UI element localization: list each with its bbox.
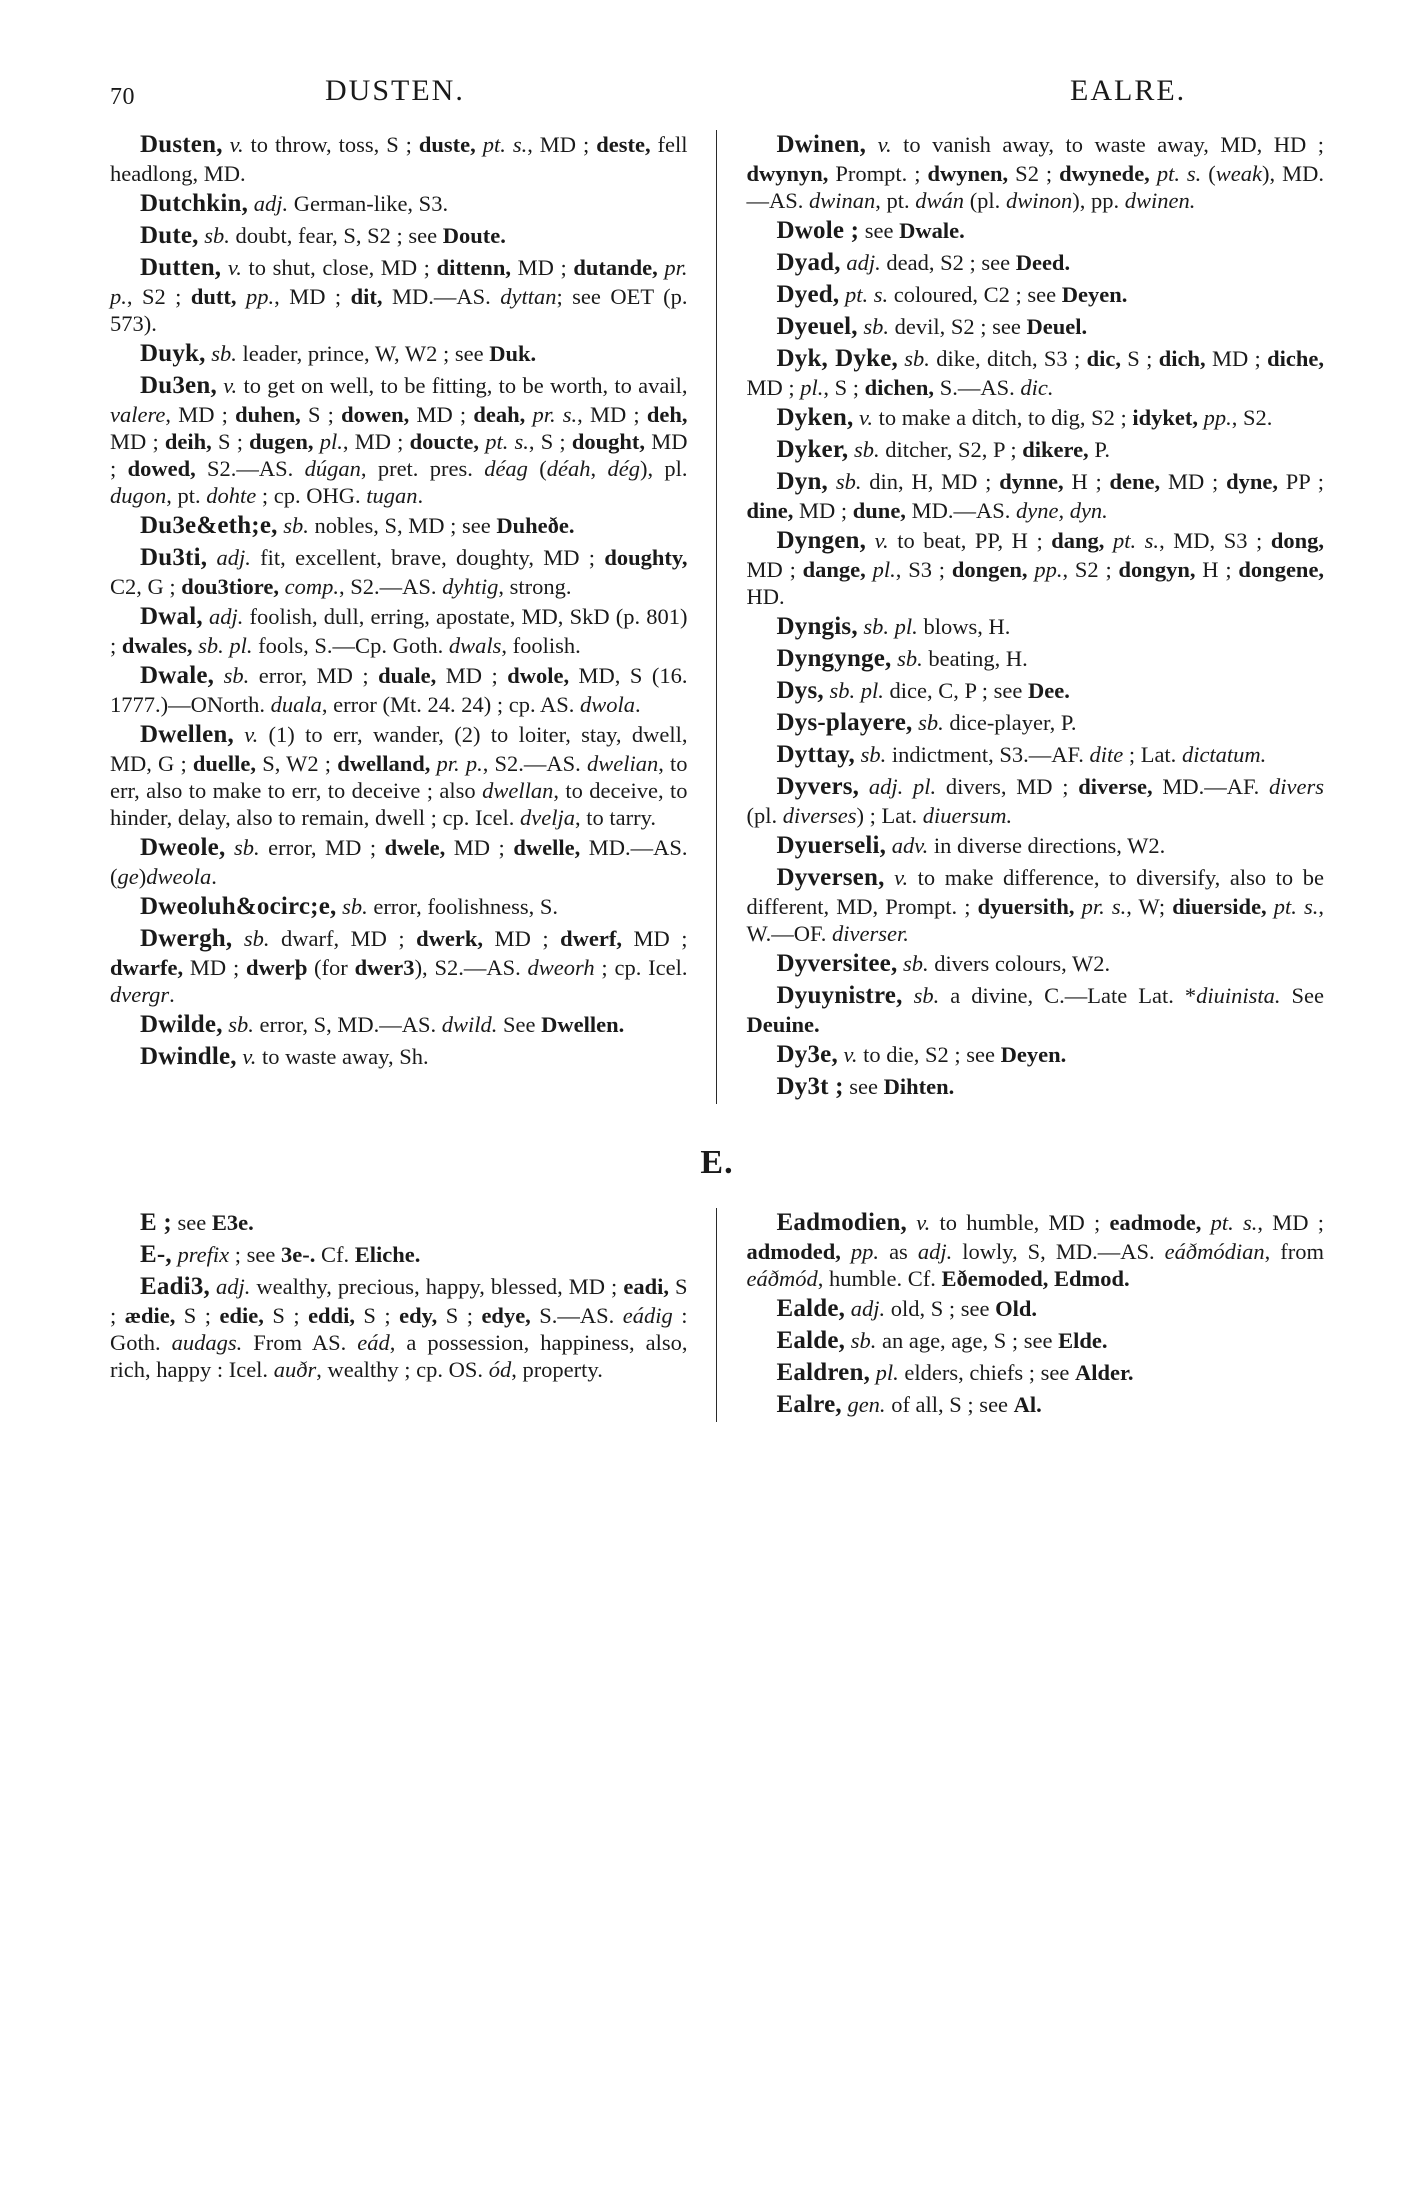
entry-headword: Dyk, Dyke, xyxy=(776,345,898,372)
entry-headword: Dweoluh&ocirc;e, xyxy=(140,893,337,920)
dictionary-entry xyxy=(747,1390,1325,1420)
entry-headword: Dyuynistre, xyxy=(776,982,903,1009)
entry-definition: sb. devil, S2 ; see Deuel. xyxy=(863,314,1088,339)
dictionary-entry xyxy=(747,981,1325,1038)
dictionary-entry xyxy=(110,339,688,369)
dictionary-entry xyxy=(110,189,688,219)
entry-headword: Dyngis, xyxy=(776,613,858,640)
entry-definition: sb. beating, H. xyxy=(897,646,1028,671)
entry-definition: v. to get on well, to be fitting, to be worth, to avail, valere, MD ; duhen, S ; dowen, MD ; deah, pr. s., MD ; deh, MD ; deih, S ; dugen, pl., MD ; doucte, pt. s., S ; dought, MD ; dowed, S2.—AS. dúgan, pret. pres. déag (déah, dég), pl. dugon, pt. dohte ; cp. OHG. tugan. xyxy=(110,373,688,508)
entry-definition: see Dihten. xyxy=(843,1074,955,1099)
entry-definition: sb. leader, prince, W, W2 ; see Duk. xyxy=(211,341,537,366)
entry-headword: Dwilde, xyxy=(140,1011,223,1038)
dictionary-entry xyxy=(747,644,1325,674)
entry-definition: adj. wealthy, precious, happy, blessed, MD ; eadi, S ; ædie, S ; edie, S ; eddi, S ; edy, S ; edye, S.—AS. eádig : Goth. audags. From AS. eád, a possession, happiness, also, rich, happy : Icel. auðr, wealthy ; cp. OS. ód, property. xyxy=(110,1274,688,1382)
dictionary-entry xyxy=(747,772,1325,829)
dictionary-entry xyxy=(747,216,1325,246)
dictionary-entry xyxy=(110,371,688,509)
entry-definition: pl. elders, chiefs ; see Alder. xyxy=(875,1360,1134,1385)
entry-definition: sb. nobles, S, MD ; see Duheðe. xyxy=(283,513,575,538)
entry-definition: v. to waste away, Sh. xyxy=(242,1044,429,1069)
column-right xyxy=(717,130,1325,1104)
dictionary-entry xyxy=(747,1358,1325,1388)
entry-headword: Dwal, xyxy=(140,603,203,630)
entry-definition: v. to throw, toss, S ; duste, pt. s., MD ; deste, fell headlong, MD. xyxy=(110,132,688,186)
running-head xyxy=(110,70,1324,120)
entry-definition: sb. error, foolishness, S. xyxy=(342,894,559,919)
entry-definition: adv. in diverse directions, W2. xyxy=(891,833,1166,858)
dictionary-entry xyxy=(110,661,688,718)
entry-definition: sb. doubt, fear, S, S2 ; see Doute. xyxy=(204,223,506,248)
dictionary-entry xyxy=(747,403,1325,433)
entry-definition: adj. old, S ; see Old. xyxy=(850,1296,1037,1321)
entry-definition: v. to make a ditch, to dig, S2 ; idyket, pp., S2. xyxy=(859,405,1273,430)
folio-number: 70 xyxy=(110,84,135,110)
entry-definition: sb. pl. dice, C, P ; see Dee. xyxy=(829,678,1070,703)
entry-headword: Dyeuel, xyxy=(776,313,858,340)
entry-headword: Du3ti, xyxy=(140,544,208,571)
entry-definition: sb. indictment, S3.—AF. dite ; Lat. dictatum. xyxy=(860,742,1267,767)
entry-headword: Dyversitee, xyxy=(776,950,898,977)
entry-headword: Dy3t ; xyxy=(776,1073,844,1100)
entry-definition: v. to vanish away, to waste away, MD, HD ; dwynyn, Prompt. ; dwynen, S2 ; dwynede, pt. s. (weak), MD.—AS. dwinan, pt. dwán (pl. dwinon), pp. dwinen. xyxy=(746,132,1325,213)
entry-definition: see E3e. xyxy=(171,1210,254,1235)
dictionary-entry xyxy=(747,1294,1325,1324)
dictionary-entry xyxy=(747,676,1325,706)
entry-headword: Eadi3, xyxy=(140,1273,210,1300)
entry-headword: Dyuerseli, xyxy=(776,832,887,859)
entry-definition: sb. a divine, C.—Late Lat. *diuinista. See Deuine. xyxy=(746,983,1324,1037)
dictionary-entry xyxy=(110,1042,688,1072)
entry-definition: adj. pl. divers, MD ; diverse, MD.—AF. divers (pl. diverses) ; Lat. diuersum. xyxy=(746,774,1325,828)
entry-headword: Dyversen, xyxy=(776,864,885,891)
entry-headword: Dys-playere, xyxy=(776,709,913,736)
dictionary-entry xyxy=(747,344,1325,401)
entry-headword: Du3en, xyxy=(140,372,217,399)
dictionary-entry xyxy=(110,221,688,251)
running-head-left: DUSTEN. xyxy=(325,74,465,107)
dictionary-entry xyxy=(747,248,1325,278)
entry-definition: v. to shut, close, MD ; dittenn, MD ; dutande, pr. p., S2 ; dutt, pp., MD ; dit, MD.—AS. dyttan; see OET (p. 573). xyxy=(110,255,688,336)
dictionary-entry xyxy=(747,1040,1325,1070)
entry-headword: Dyttay, xyxy=(776,741,855,768)
dictionary-entry xyxy=(110,924,688,1008)
entry-definition: sb. ditcher, S2, P ; dikere, P. xyxy=(853,437,1110,462)
entry-definition: pt. s. coloured, C2 ; see Deyen. xyxy=(844,282,1128,307)
dictionary-entry xyxy=(110,511,688,541)
entry-definition: v. to make difference, to diversify, also to be different, MD, Prompt. ; dyuersith, pr. s., W; diuerside, pt. s., W.—OF. diverser. xyxy=(746,865,1325,946)
entry-definition: v. to beat, PP, H ; dang, pt. s., MD, S3 ; dong, MD ; dange, pl., S3 ; dongen, pp., S2 ; dongyn, H ; dongene, HD. xyxy=(746,528,1325,609)
dictionary-entry xyxy=(747,1072,1325,1102)
dictionary-entry xyxy=(110,1240,688,1270)
entry-definition: see Dwale. xyxy=(859,218,965,243)
dictionary-entry xyxy=(747,467,1325,524)
entry-headword: Dwale, xyxy=(140,662,215,689)
entry-definition: sb. error, S, MD.—AS. dwild. See Dwellen. xyxy=(228,1012,625,1037)
entry-headword: Dy3e, xyxy=(776,1041,838,1068)
entry-definition: adj. dead, S2 ; see Deed. xyxy=(846,250,1071,275)
dictionary-entry xyxy=(110,833,688,890)
running-head-right: EALRE. xyxy=(1070,74,1187,107)
dictionary-entry xyxy=(110,1010,688,1040)
entry-definition: sb. error, MD ; dwele, MD ; dwelle, MD.—AS. (ge)dweola. xyxy=(110,835,688,889)
main-columns xyxy=(110,130,1324,1104)
entry-definition: v. to die, S2 ; see Deyen. xyxy=(843,1042,1067,1067)
entry-definition: adj. German-like, S3. xyxy=(253,191,449,216)
dictionary-entry xyxy=(747,708,1325,738)
entry-headword: E ; xyxy=(140,1209,172,1236)
entry-headword: E-, xyxy=(140,1241,172,1268)
dictionary-entry xyxy=(747,831,1325,861)
section-e-column-right xyxy=(717,1208,1325,1422)
entry-headword: Dyker, xyxy=(776,436,849,463)
entry-headword: Dwinen, xyxy=(776,131,867,158)
dictionary-entry xyxy=(747,1326,1325,1356)
dictionary-entry xyxy=(110,1208,688,1238)
entry-definition: v. to humble, MD ; eadmode, pt. s., MD ; admoded, pp. as adj. lowly, S, MD.—AS. eáðmódian, from eáðmód, humble. Cf. Eðemoded, Edmod. xyxy=(746,1210,1325,1291)
entry-definition: sb. dike, ditch, S3 ; dic, S ; dich, MD ; diche, MD ; pl., S ; dichen, S.—AS. dic. xyxy=(746,346,1324,400)
entry-headword: Dyed, xyxy=(776,281,840,308)
dictionary-entry xyxy=(110,602,688,659)
entry-definition: sb. error, MD ; duale, MD ; dwole, MD, S (16. 1777.)—ONorth. duala, error (Mt. 24. 24) ; cp. AS. dwola. xyxy=(110,663,688,717)
entry-headword: Dutchkin, xyxy=(140,190,249,217)
entry-headword: Dute, xyxy=(140,222,199,249)
entry-headword: Dyvers, xyxy=(776,773,860,800)
dictionary-entry xyxy=(110,543,688,600)
dictionary-entry xyxy=(747,1208,1325,1292)
dictionary-entry xyxy=(110,253,688,337)
section-letter-heading: E. xyxy=(700,1144,734,1181)
entry-headword: Dwole ; xyxy=(776,217,860,244)
dictionary-entry xyxy=(747,312,1325,342)
dictionary-entry xyxy=(747,526,1325,610)
entry-definition: v. (1) to err, wander, (2) to loiter, stay, dwell, MD, G ; duelle, S, W2 ; dwelland, pr. p., S2.—AS. dwelian, to err, also to make to err, to deceive ; also dwellan, to deceive, to hinder, delay, also to remain, dwell ; cp. Icel. dvelja, to tarry. xyxy=(110,722,688,830)
entry-definition: sb. an age, age, S ; see Elde. xyxy=(850,1328,1108,1353)
entry-definition: sb. dice-player, P. xyxy=(918,710,1077,735)
entry-definition: sb. dwarf, MD ; dwerk, MD ; dwerf, MD ; dwarfe, MD ; dwerþ (for dwer3), S2.—AS. dweorh ; cp. Icel. dvergr. xyxy=(110,926,688,1007)
entry-headword: Dweole, xyxy=(140,834,226,861)
entry-headword: Dyken, xyxy=(776,404,854,431)
dictionary-entry xyxy=(747,435,1325,465)
dictionary-entry xyxy=(747,612,1325,642)
entry-headword: Dusten, xyxy=(140,131,223,158)
entry-definition: sb. divers colours, W2. xyxy=(903,951,1111,976)
dictionary-entry xyxy=(747,863,1325,947)
entry-headword: Ealde, xyxy=(776,1327,846,1354)
dictionary-entry xyxy=(110,1272,688,1383)
entry-headword: Du3e&eth;e, xyxy=(140,512,278,539)
dictionary-entry xyxy=(747,949,1325,979)
entry-definition: prefix ; see 3e-. Cf. Eliche. xyxy=(177,1242,421,1267)
dictionary-entry xyxy=(110,892,688,922)
entry-headword: Eadmodien, xyxy=(776,1209,908,1236)
dictionary-entry xyxy=(747,130,1325,214)
entry-headword: Dyngynge, xyxy=(776,645,892,672)
entry-headword: Duyk, xyxy=(140,340,206,367)
entry-definition: adj. foolish, dull, erring, apostate, MD, SkD (p. 801) ; dwales, sb. pl. fools, S.—Cp. Goth. dwals, foolish. xyxy=(110,604,688,658)
dictionary-entry xyxy=(747,740,1325,770)
entry-definition: gen. of all, S ; see Al. xyxy=(847,1392,1042,1417)
dictionary-entry xyxy=(747,280,1325,310)
entry-headword: Dwellen, xyxy=(140,721,234,748)
entry-definition: adj. fit, excellent, brave, doughty, MD ; doughty, C2, G ; dou3tiore, comp., S2.—AS. dyhtig, strong. xyxy=(110,545,688,599)
entry-definition: sb. pl. blows, H. xyxy=(863,614,1011,639)
dictionary-entry xyxy=(110,720,688,831)
entry-definition: sb. din, H, MD ; dynne, H ; dene, MD ; dyne, PP ; dine, MD ; dune, MD.—AS. dyne, dyn. xyxy=(746,469,1325,523)
entry-headword: Ealre, xyxy=(776,1391,842,1418)
section-e-column-left xyxy=(110,1208,717,1422)
column-left xyxy=(110,130,717,1104)
entry-headword: Dyn, xyxy=(776,468,829,495)
entry-headword: Dyad, xyxy=(776,249,841,276)
entry-headword: Ealdren, xyxy=(776,1359,871,1386)
section-e-columns xyxy=(110,1208,1324,1422)
entry-headword: Dys, xyxy=(776,677,824,704)
dictionary-entry xyxy=(110,130,688,187)
entry-headword: Dwergh, xyxy=(140,925,233,952)
entry-headword: Dwindle, xyxy=(140,1043,237,1070)
entry-headword: Dutten, xyxy=(140,254,222,281)
entry-headword: Dyngen, xyxy=(776,527,867,554)
entry-headword: Ealde, xyxy=(776,1295,846,1322)
